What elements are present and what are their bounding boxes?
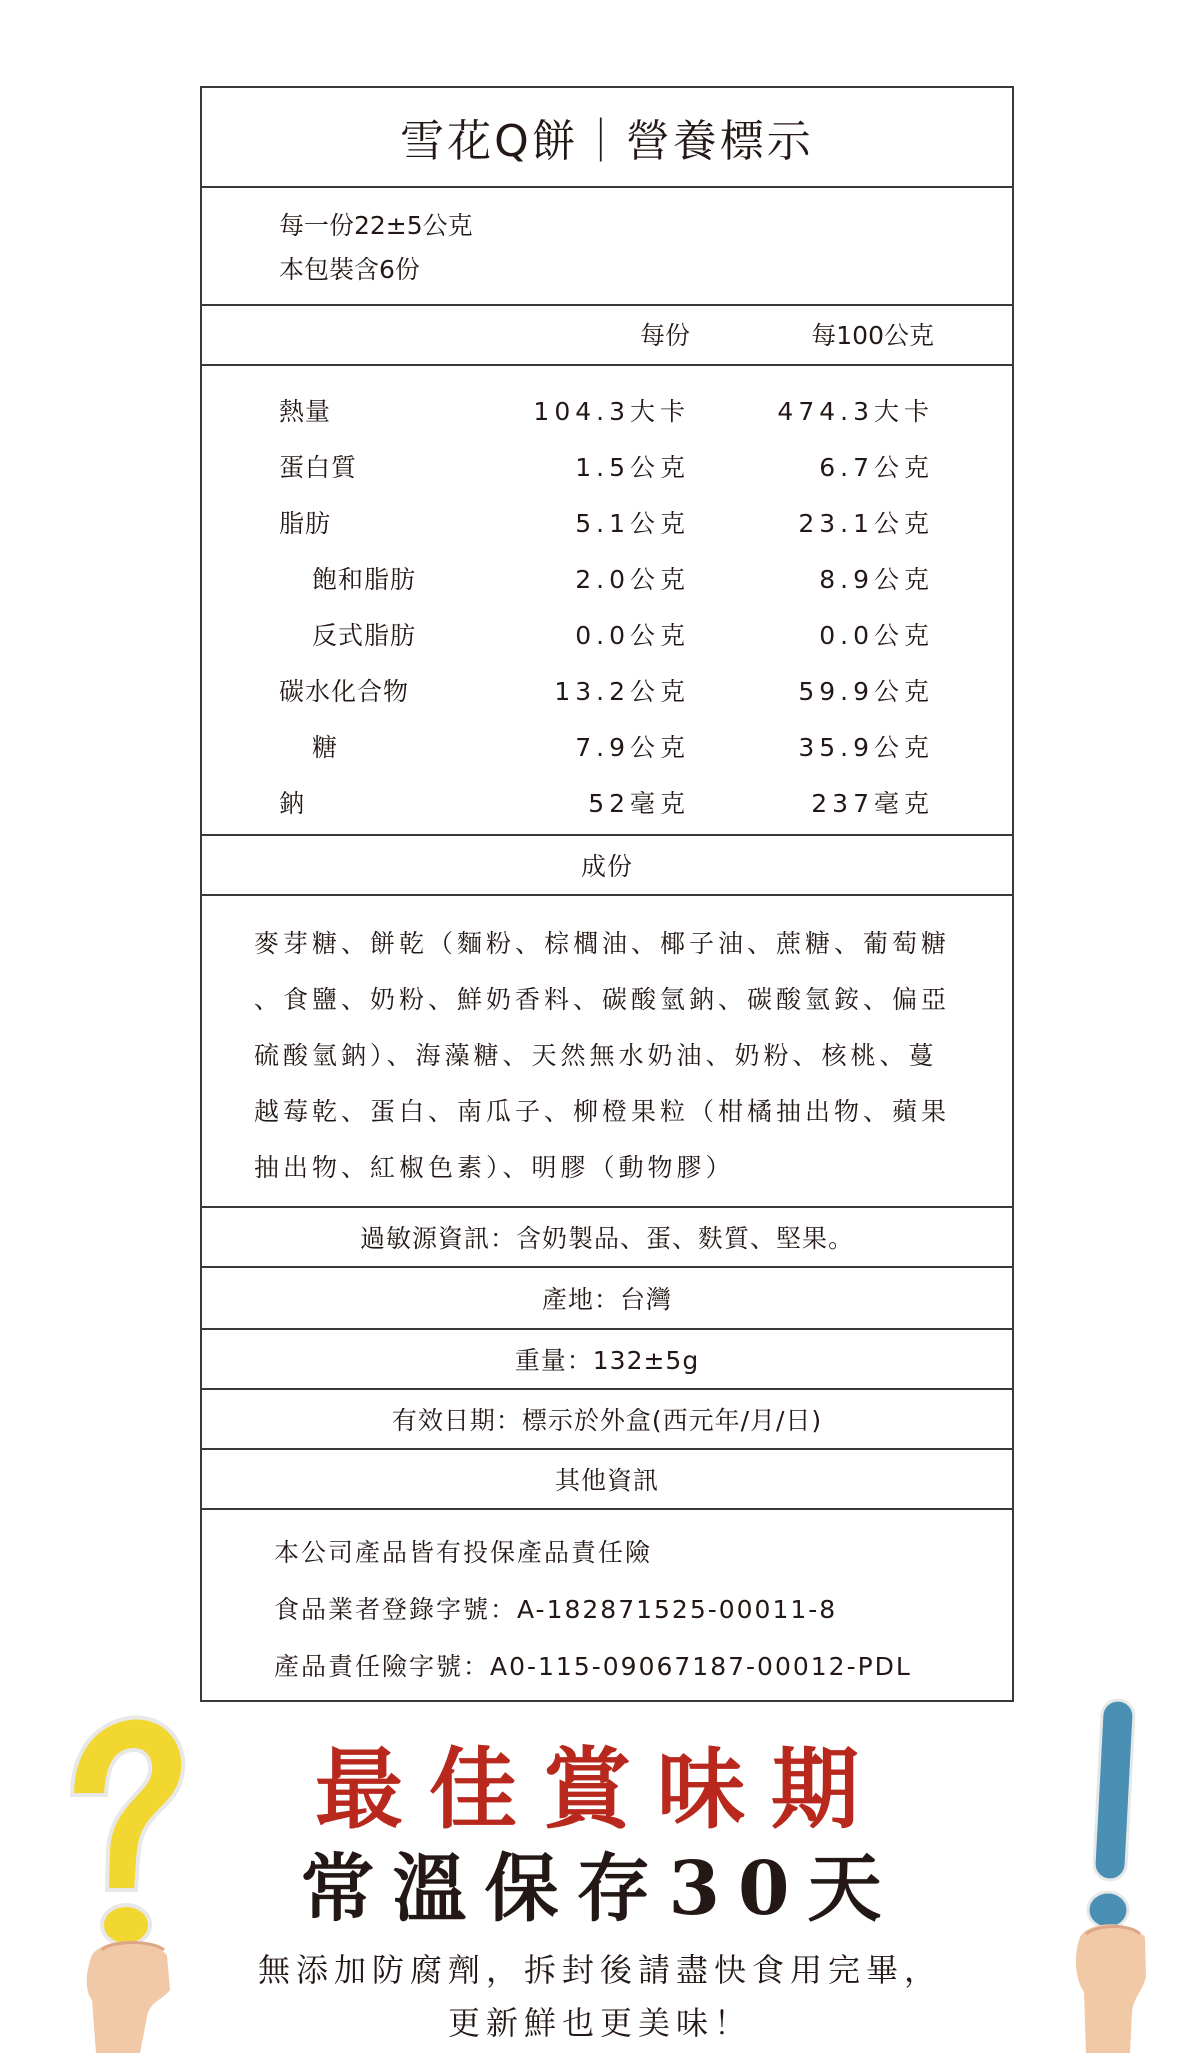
preservative-note-line-2: 更新鮮也更美味！: [447, 2004, 752, 2042]
other-heading-row: [202, 1450, 1012, 1510]
nutrient-per-100g: 35.9公克: [798, 733, 934, 762]
nutrient-per-serving: 1.5公克: [575, 453, 690, 482]
other-info-line: 食品業者登錄字號：A-182871525-00011-8: [274, 1595, 838, 1624]
nutrient-per-100g: 59.9公克: [798, 677, 934, 706]
nutrient-name: 糖: [312, 733, 339, 762]
best-before-heading: 最佳賞味期: [314, 1737, 885, 1841]
nutrient-per-serving: 104.3大卡: [533, 397, 690, 426]
nutrient-row: [202, 720, 1012, 776]
expiry-row: [202, 1390, 1012, 1450]
other-info-line: 產品責任險字號：A0-115-09067187-00012-PDL: [274, 1652, 912, 1681]
label-title: 雪花Q餅｜營養標示: [400, 116, 814, 167]
other-info-list: [202, 1510, 1012, 1700]
allergen-info: 過敏源資訊：含奶製品、蛋、麩質、堅果。: [359, 1224, 854, 1253]
nutrition-label-table: [200, 86, 1014, 1702]
nutrient-row: [202, 608, 1012, 664]
serving-info: [202, 188, 1012, 306]
nutrient-per-100g: 23.1公克: [798, 509, 934, 538]
nutrient-per-100g: 474.3大卡: [777, 397, 934, 426]
column-header-row: [202, 306, 1012, 366]
nutrient-list: [202, 366, 1012, 836]
origin-row: [202, 1268, 1012, 1330]
ingredients-line: 越莓乾、蛋白、南瓜子、柳橙果粒（柑橘抽出物、蘋果: [254, 1097, 951, 1126]
nutrient-per-serving: 7.9公克: [575, 733, 690, 762]
nutrient-per-serving: 5.1公克: [575, 509, 690, 538]
nutrient-row: [202, 384, 1012, 440]
nutrient-per-serving: 52毫克: [588, 789, 690, 818]
nutrient-per-100g: 6.7公克: [819, 453, 934, 482]
nutrient-per-100g: 0.0公克: [819, 621, 934, 650]
nutrient-row: [202, 664, 1012, 720]
ingredients-heading-row: [202, 836, 1012, 896]
ingredients-list: [202, 896, 1012, 1208]
label-title-row: [202, 88, 1012, 188]
nutrient-per-100g: 8.9公克: [819, 565, 934, 594]
nutrient-row: [202, 776, 1012, 832]
nutrient-name: 熱量: [279, 397, 332, 426]
weight-info: 重量：132±5g: [514, 1346, 700, 1375]
servings-per-pack: 本包裝含6份: [279, 255, 420, 284]
nutrient-name: 蛋白質: [279, 453, 358, 482]
nutrient-name: 碳水化合物: [279, 677, 410, 706]
nutrient-row: [202, 440, 1012, 496]
nutrient-row: [202, 552, 1012, 608]
nutrient-name: 反式脂肪: [312, 621, 417, 650]
nutrient-per-100g: 237毫克: [811, 789, 934, 818]
preservative-note-line-1: 無添加防腐劑，拆封後請盡快食用完畢，: [257, 1951, 942, 1989]
ingredients-heading: 成份: [580, 852, 633, 881]
origin-info: 產地：台灣: [541, 1285, 672, 1314]
weight-row: [202, 1330, 1012, 1390]
ingredients-line: 、食鹽、奶粉、鮮奶香料、碳酸氫鈉、碳酸氫銨、偏亞: [254, 985, 951, 1014]
nutrient-per-serving: 2.0公克: [575, 565, 690, 594]
expiry-info: 有效日期：標示於外盒(西元年/月/日): [391, 1406, 823, 1435]
nutrient-per-serving: 13.2公克: [554, 677, 690, 706]
column-per-100g: 每100公克: [811, 321, 934, 350]
nutrient-row: [202, 496, 1012, 552]
ingredients-line: 抽出物、紅椒色素）、明膠（動物膠）: [254, 1153, 735, 1182]
nutrient-name: 飽和脂肪: [312, 565, 417, 594]
ingredients-line: 硫酸氫鈉）、海藻糖、天然無水奶油、奶粉、核桃、蔓: [254, 1041, 938, 1070]
other-info-line: 本公司產品皆有投保產品責任險: [274, 1538, 653, 1567]
other-heading: 其他資訊: [554, 1466, 659, 1495]
nutrient-per-serving: 0.0公克: [575, 621, 690, 650]
serving-size: 每一份22±5公克: [279, 211, 473, 240]
allergen-row: [202, 1208, 1012, 1268]
storage-heading: 常溫保存30天: [300, 1846, 900, 1932]
nutrient-name: 鈉: [279, 789, 306, 818]
ingredients-line: 麥芽糖、餅乾（麵粉、棕櫚油、椰子油、蔗糖、葡萄糖: [254, 929, 951, 958]
nutrient-name: 脂肪: [279, 509, 332, 538]
column-per-serving: 每份: [639, 321, 690, 350]
